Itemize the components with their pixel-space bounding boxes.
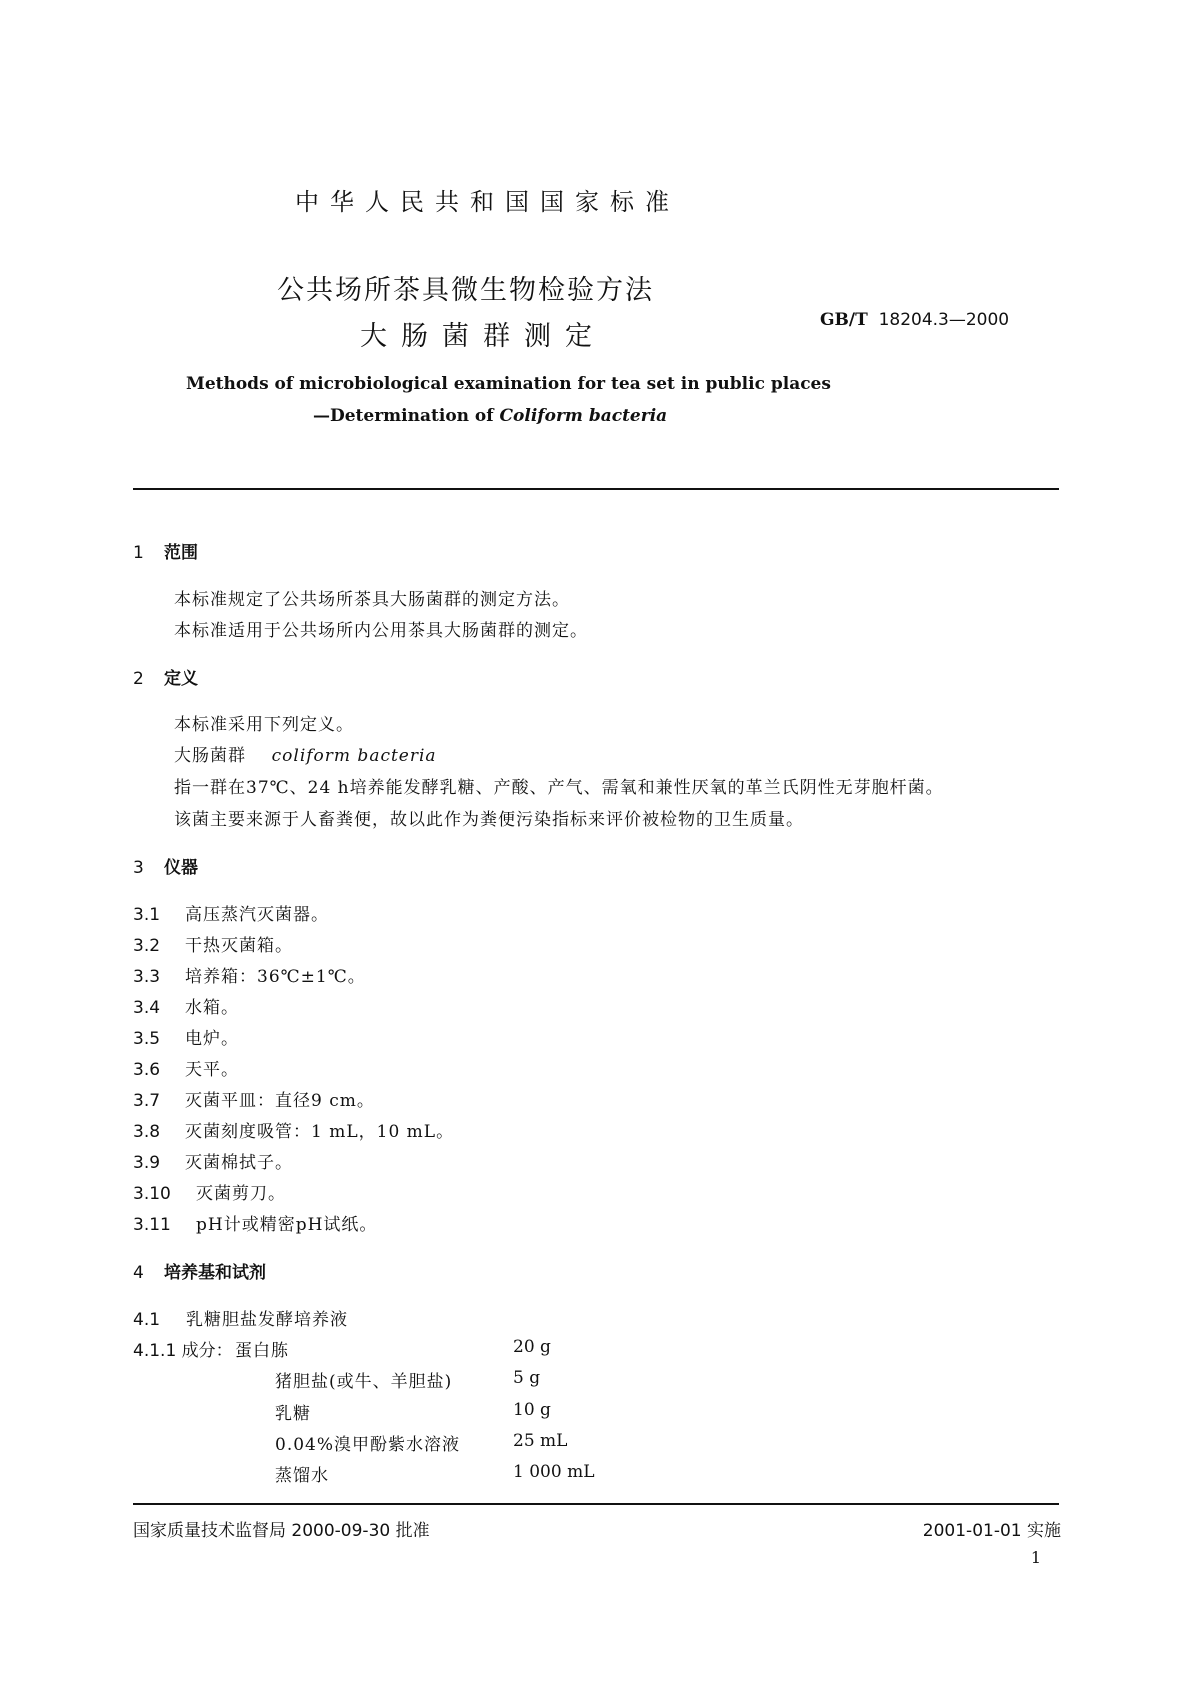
paragraph: 指一群在37℃、24 h培养能发酵乳糖、产酸、产气、需氧和兼性厌氧的革兰氏阴性无芽胞杆菌。 bbox=[174, 778, 944, 798]
subsection-title: 乳糖胆盐发酵培养液 bbox=[186, 1310, 348, 1330]
english-title-line2 bbox=[313, 406, 667, 426]
components-label: 4.1.1 成分： bbox=[133, 1341, 233, 1361]
section-number: 4 bbox=[133, 1263, 144, 1283]
component-name: 0.04%溴甲酚紫水溶液 bbox=[275, 1435, 461, 1455]
component-name: 蛋白胨 bbox=[235, 1341, 289, 1361]
list-item bbox=[133, 1179, 286, 1204]
definition-term bbox=[174, 741, 437, 766]
list-item bbox=[133, 1210, 377, 1235]
national-standard-heading: 中华人民共和国国家标准 bbox=[295, 188, 680, 216]
section-heading-1 bbox=[133, 538, 198, 563]
item-text: 培养箱：36℃±1℃。 bbox=[185, 967, 366, 987]
paragraph: 本标准采用下列定义。 bbox=[174, 715, 354, 735]
list-item bbox=[133, 900, 329, 925]
list-item bbox=[133, 993, 239, 1018]
list-item bbox=[133, 931, 293, 956]
item-number: 3.5 bbox=[133, 1029, 161, 1049]
list-item bbox=[133, 1117, 454, 1142]
paragraph: 本标准适用于公共场所内公用茶具大肠菌群的测定。 bbox=[174, 621, 588, 641]
item-number: 3.3 bbox=[133, 967, 161, 987]
component-name: 蒸馏水 bbox=[275, 1466, 329, 1486]
document-title-line2: 大肠菌群测定 bbox=[360, 321, 606, 352]
item-text: 水箱。 bbox=[185, 998, 239, 1018]
section-heading-4 bbox=[133, 1258, 266, 1283]
item-text: 干热灭菌箱。 bbox=[185, 936, 293, 956]
item-number: 3.8 bbox=[133, 1122, 161, 1142]
component-amount: 25 mL bbox=[513, 1431, 568, 1451]
item-text: 天平。 bbox=[185, 1060, 239, 1080]
component-name: 乳糖 bbox=[275, 1404, 311, 1424]
section-title: 培养基和试剂 bbox=[164, 1263, 266, 1283]
item-text: 灭菌剪刀。 bbox=[196, 1184, 286, 1204]
item-number: 3.2 bbox=[133, 936, 161, 956]
paragraph: 该菌主要来源于人畜粪便，故以此作为粪便污染指标来评价被检物的卫生质量。 bbox=[174, 810, 804, 830]
paragraph: 本标准规定了公共场所茶具大肠菌群的测定方法。 bbox=[174, 590, 570, 610]
section-number: 2 bbox=[133, 669, 144, 689]
item-number: 3.4 bbox=[133, 998, 161, 1018]
subsection-heading bbox=[133, 1305, 348, 1330]
item-text: 灭菌棉拭子。 bbox=[185, 1153, 293, 1173]
standard-code bbox=[820, 310, 1009, 330]
list-item bbox=[133, 1086, 375, 1111]
item-number: 3.11 bbox=[133, 1215, 171, 1235]
approval-date: 国家质量技术监督局 2000-09-30 批准 bbox=[133, 1521, 430, 1541]
list-item bbox=[133, 1055, 239, 1080]
effective-date: 2001-01-01 实施 bbox=[922, 1521, 1061, 1541]
subsection-number: 4.1 bbox=[133, 1310, 161, 1330]
item-number: 3.10 bbox=[133, 1184, 171, 1204]
english-title-prefix: —Determination of bbox=[313, 406, 500, 426]
header-divider bbox=[133, 488, 1059, 490]
component-amount: 20 g bbox=[513, 1337, 551, 1357]
item-number: 3.6 bbox=[133, 1060, 161, 1080]
section-title: 定义 bbox=[164, 669, 198, 689]
item-number: 3.7 bbox=[133, 1091, 161, 1111]
english-title-italic: Coliform bacteria bbox=[499, 406, 668, 426]
item-text: 灭菌刻度吸管：1 mL，10 mL。 bbox=[185, 1122, 455, 1142]
section-heading-3 bbox=[133, 853, 198, 878]
section-heading-2 bbox=[133, 664, 198, 689]
page-number: 1 bbox=[1030, 1548, 1041, 1567]
section-number: 3 bbox=[133, 858, 144, 878]
section-title: 范围 bbox=[164, 543, 198, 563]
document-title-line1: 公共场所茶具微生物检验方法 bbox=[277, 275, 654, 306]
component-amount: 1 000 mL bbox=[513, 1462, 595, 1482]
standard-code-number: 18204.3—2000 bbox=[878, 310, 1010, 330]
standard-code-prefix: GB/T bbox=[820, 310, 868, 330]
item-number: 3.9 bbox=[133, 1153, 161, 1173]
item-text: 电炉。 bbox=[185, 1029, 239, 1049]
item-text: 高压蒸汽灭菌器。 bbox=[185, 905, 329, 925]
component-amount: 5 g bbox=[513, 1368, 541, 1388]
term-chinese: 大肠菌群 bbox=[174, 746, 246, 766]
list-item bbox=[133, 962, 366, 987]
english-title-line1: Methods of microbiological examination for tea set in public places bbox=[186, 374, 831, 394]
item-text: pH计或精密pH试纸。 bbox=[196, 1215, 378, 1235]
section-title: 仪器 bbox=[164, 858, 198, 878]
component-name: 猪胆盐(或牛、羊胆盐) bbox=[275, 1372, 453, 1392]
list-item bbox=[133, 1024, 239, 1049]
section-number: 1 bbox=[133, 543, 144, 563]
footer-divider bbox=[133, 1503, 1059, 1505]
list-item bbox=[133, 1148, 293, 1173]
item-text: 灭菌平皿：直径9 cm。 bbox=[185, 1091, 375, 1111]
term-english: coliform bacteria bbox=[271, 746, 437, 766]
component-amount: 10 g bbox=[513, 1400, 551, 1420]
item-number: 3.1 bbox=[133, 905, 161, 925]
